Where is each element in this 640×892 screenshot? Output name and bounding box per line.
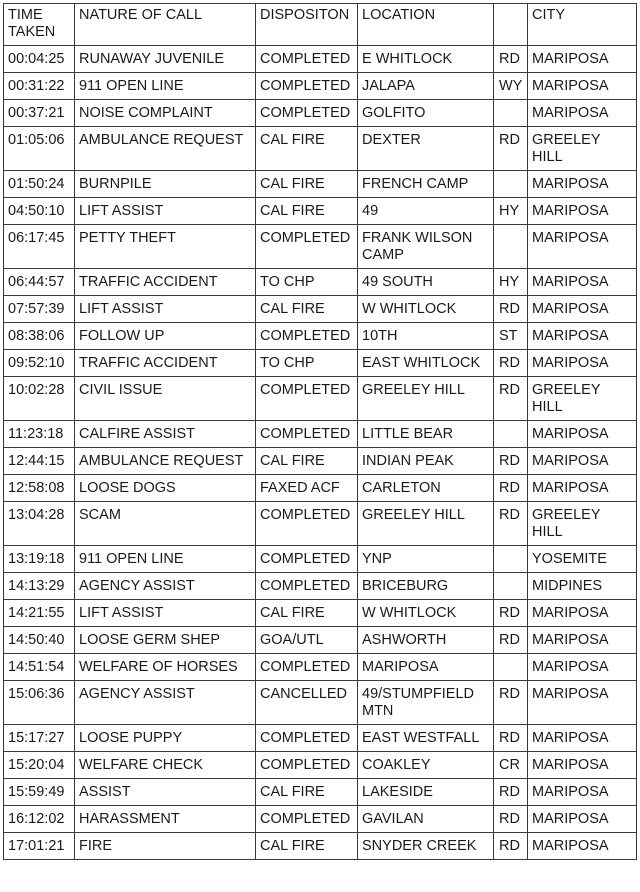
cell-time-taken: 06:44:57 [4,269,75,296]
cell-time-taken: 09:52:10 [4,350,75,377]
cell-nature-of-call: LOOSE PUPPY [75,725,256,752]
cell-city: MARIPOSA [528,421,637,448]
cell-city: MARIPOSA [528,681,637,725]
cell-location: COAKLEY [358,752,494,779]
cell-time-taken: 08:38:06 [4,323,75,350]
cell-disposition: COMPLETED [256,502,358,546]
cell-city: MARIPOSA [528,725,637,752]
cell-nature-of-call: LOOSE GERM SHEP [75,627,256,654]
col-header-disposition: DISPOSITON [256,4,358,46]
cell-disposition: COMPLETED [256,73,358,100]
cell-location: FRANK WILSON CAMP [358,225,494,269]
cell-location: GREELEY HILL [358,502,494,546]
cell-location-suffix [494,100,528,127]
cell-location-suffix: RD [494,725,528,752]
call-log-table [3,3,637,860]
cell-city: MARIPOSA [528,171,637,198]
cell-city: GREELEY HILL [528,377,637,421]
cell-location: INDIAN PEAK [358,448,494,475]
cell-disposition: CAL FIRE [256,127,358,171]
cell-location-suffix: RD [494,681,528,725]
cell-location-suffix: HY [494,198,528,225]
cell-city: GREELEY HILL [528,127,637,171]
cell-time-taken: 16:12:02 [4,806,75,833]
table-row [4,681,637,725]
cell-location: BRICEBURG [358,573,494,600]
table-row [4,779,637,806]
cell-location-suffix: RD [494,627,528,654]
cell-disposition: CAL FIRE [256,600,358,627]
cell-city: MARIPOSA [528,269,637,296]
cell-nature-of-call: FIRE [75,833,256,860]
cell-time-taken: 15:17:27 [4,725,75,752]
cell-location: W WHITLOCK [358,296,494,323]
cell-location-suffix [494,171,528,198]
cell-time-taken: 15:06:36 [4,681,75,725]
cell-disposition: COMPLETED [256,323,358,350]
cell-disposition: CAL FIRE [256,448,358,475]
cell-city: MARIPOSA [528,448,637,475]
cell-nature-of-call: CIVIL ISSUE [75,377,256,421]
cell-city: MARIPOSA [528,225,637,269]
table-header [4,4,637,46]
cell-time-taken: 14:13:29 [4,573,75,600]
col-header-nature-of-call: NATURE OF CALL [75,4,256,46]
cell-disposition: COMPLETED [256,573,358,600]
cell-disposition: TO CHP [256,350,358,377]
cell-location-suffix: HY [494,269,528,296]
cell-city: YOSEMITE [528,546,637,573]
cell-time-taken: 15:20:04 [4,752,75,779]
cell-location: LAKESIDE [358,779,494,806]
cell-nature-of-call: AMBULANCE REQUEST [75,448,256,475]
cell-location: DEXTER [358,127,494,171]
cell-nature-of-call: AGENCY ASSIST [75,573,256,600]
cell-city: MARIPOSA [528,100,637,127]
cell-nature-of-call: NOISE COMPLAINT [75,100,256,127]
cell-disposition: CANCELLED [256,681,358,725]
table-row [4,350,637,377]
cell-location-suffix: CR [494,752,528,779]
cell-disposition: CAL FIRE [256,171,358,198]
cell-time-taken: 15:59:49 [4,779,75,806]
cell-disposition: COMPLETED [256,100,358,127]
table-row [4,377,637,421]
cell-location: SNYDER CREEK [358,833,494,860]
table-row [4,725,637,752]
cell-city: MARIPOSA [528,806,637,833]
cell-location: 10TH [358,323,494,350]
table-row [4,806,637,833]
table-row [4,502,637,546]
table-row [4,198,637,225]
cell-location: YNP [358,546,494,573]
cell-location-suffix: RD [494,296,528,323]
cell-disposition: COMPLETED [256,654,358,681]
cell-city: MARIPOSA [528,600,637,627]
cell-location: FRENCH CAMP [358,171,494,198]
cell-nature-of-call: FOLLOW UP [75,323,256,350]
cell-disposition: COMPLETED [256,46,358,73]
table-row [4,448,637,475]
cell-nature-of-call: CALFIRE ASSIST [75,421,256,448]
cell-location: EAST WHITLOCK [358,350,494,377]
table-row [4,127,637,171]
table-row [4,323,637,350]
cell-nature-of-call: 911 OPEN LINE [75,73,256,100]
cell-location: LITTLE BEAR [358,421,494,448]
cell-city: MARIPOSA [528,46,637,73]
cell-time-taken: 13:04:28 [4,502,75,546]
cell-nature-of-call: LIFT ASSIST [75,198,256,225]
cell-city: MARIPOSA [528,198,637,225]
cell-city: MARIPOSA [528,833,637,860]
cell-location: E WHITLOCK [358,46,494,73]
cell-nature-of-call: LIFT ASSIST [75,296,256,323]
cell-location-suffix: WY [494,73,528,100]
cell-location: MARIPOSA [358,654,494,681]
cell-location-suffix [494,546,528,573]
cell-disposition: COMPLETED [256,421,358,448]
cell-disposition: COMPLETED [256,225,358,269]
cell-city: MIDPINES [528,573,637,600]
table-row [4,627,637,654]
cell-location-suffix: ST [494,323,528,350]
cell-location-suffix: RD [494,350,528,377]
cell-city: MARIPOSA [528,627,637,654]
cell-location: JALAPA [358,73,494,100]
cell-disposition: FAXED ACF [256,475,358,502]
cell-location-suffix: RD [494,127,528,171]
cell-location: 49 [358,198,494,225]
cell-disposition: CAL FIRE [256,198,358,225]
cell-time-taken: 14:50:40 [4,627,75,654]
cell-time-taken: 12:58:08 [4,475,75,502]
cell-location: 49/STUMPFIELD MTN [358,681,494,725]
cell-city: MARIPOSA [528,323,637,350]
cell-disposition: COMPLETED [256,806,358,833]
col-header-city: CITY [528,4,637,46]
cell-city: MARIPOSA [528,752,637,779]
col-header-location: LOCATION [358,4,494,46]
cell-city: MARIPOSA [528,296,637,323]
cell-location: ASHWORTH [358,627,494,654]
cell-nature-of-call: BURNPILE [75,171,256,198]
cell-time-taken: 04:50:10 [4,198,75,225]
table-row [4,296,637,323]
cell-time-taken: 07:57:39 [4,296,75,323]
cell-nature-of-call: WELFARE OF HORSES [75,654,256,681]
table-row [4,225,637,269]
cell-disposition: CAL FIRE [256,779,358,806]
cell-time-taken: 00:37:21 [4,100,75,127]
cell-location-suffix: RD [494,833,528,860]
header-row [4,4,637,46]
col-header-location-suffix [494,4,528,46]
cell-time-taken: 00:04:25 [4,46,75,73]
cell-disposition: COMPLETED [256,725,358,752]
table-row [4,654,637,681]
cell-location-suffix: RD [494,806,528,833]
cell-nature-of-call: RUNAWAY JUVENILE [75,46,256,73]
cell-location: 49 SOUTH [358,269,494,296]
cell-disposition: CAL FIRE [256,296,358,323]
cell-location: GOLFITO [358,100,494,127]
cell-time-taken: 11:23:18 [4,421,75,448]
cell-location: EAST WESTFALL [358,725,494,752]
cell-city: GREELEY HILL [528,502,637,546]
table-row [4,475,637,502]
cell-location-suffix: RD [494,475,528,502]
cell-time-taken: 00:31:22 [4,73,75,100]
cell-location: W WHITLOCK [358,600,494,627]
table-row [4,73,637,100]
cell-nature-of-call: 911 OPEN LINE [75,546,256,573]
cell-time-taken: 10:02:28 [4,377,75,421]
cell-location-suffix: RD [494,46,528,73]
cell-nature-of-call: HARASSMENT [75,806,256,833]
cell-location: GAVILAN [358,806,494,833]
table-row [4,752,637,779]
cell-nature-of-call: SCAM [75,502,256,546]
cell-time-taken: 01:05:06 [4,127,75,171]
cell-location-suffix [494,225,528,269]
table-row [4,171,637,198]
cell-location-suffix [494,421,528,448]
cell-nature-of-call: ASSIST [75,779,256,806]
cell-disposition: GOA/UTL [256,627,358,654]
cell-nature-of-call: AGENCY ASSIST [75,681,256,725]
cell-city: MARIPOSA [528,350,637,377]
table-row [4,421,637,448]
table-row [4,546,637,573]
cell-location: GREELEY HILL [358,377,494,421]
cell-disposition: COMPLETED [256,546,358,573]
cell-location: CARLETON [358,475,494,502]
cell-city: MARIPOSA [528,654,637,681]
cell-time-taken: 17:01:21 [4,833,75,860]
cell-location-suffix [494,654,528,681]
table-row [4,100,637,127]
cell-nature-of-call: AMBULANCE REQUEST [75,127,256,171]
table-row [4,833,637,860]
table-row [4,573,637,600]
table-body [4,46,637,860]
cell-disposition: CAL FIRE [256,833,358,860]
cell-time-taken: 13:19:18 [4,546,75,573]
cell-nature-of-call: LIFT ASSIST [75,600,256,627]
cell-disposition: COMPLETED [256,377,358,421]
cell-disposition: TO CHP [256,269,358,296]
cell-location-suffix: RD [494,377,528,421]
cell-disposition: COMPLETED [256,752,358,779]
cell-nature-of-call: LOOSE DOGS [75,475,256,502]
cell-city: MARIPOSA [528,779,637,806]
cell-location-suffix: RD [494,600,528,627]
cell-city: MARIPOSA [528,73,637,100]
cell-time-taken: 14:21:55 [4,600,75,627]
cell-time-taken: 12:44:15 [4,448,75,475]
cell-nature-of-call: PETTY THEFT [75,225,256,269]
table-row [4,46,637,73]
cell-time-taken: 06:17:45 [4,225,75,269]
cell-nature-of-call: TRAFFIC ACCIDENT [75,350,256,377]
table-row [4,600,637,627]
cell-nature-of-call: WELFARE CHECK [75,752,256,779]
cell-time-taken: 14:51:54 [4,654,75,681]
cell-location-suffix: RD [494,448,528,475]
cell-location-suffix [494,573,528,600]
cell-location-suffix: RD [494,779,528,806]
cell-city: MARIPOSA [528,475,637,502]
cell-location-suffix: RD [494,502,528,546]
cell-time-taken: 01:50:24 [4,171,75,198]
table-row [4,269,637,296]
col-header-time-taken: TIME TAKEN [4,4,75,46]
cell-nature-of-call: TRAFFIC ACCIDENT [75,269,256,296]
